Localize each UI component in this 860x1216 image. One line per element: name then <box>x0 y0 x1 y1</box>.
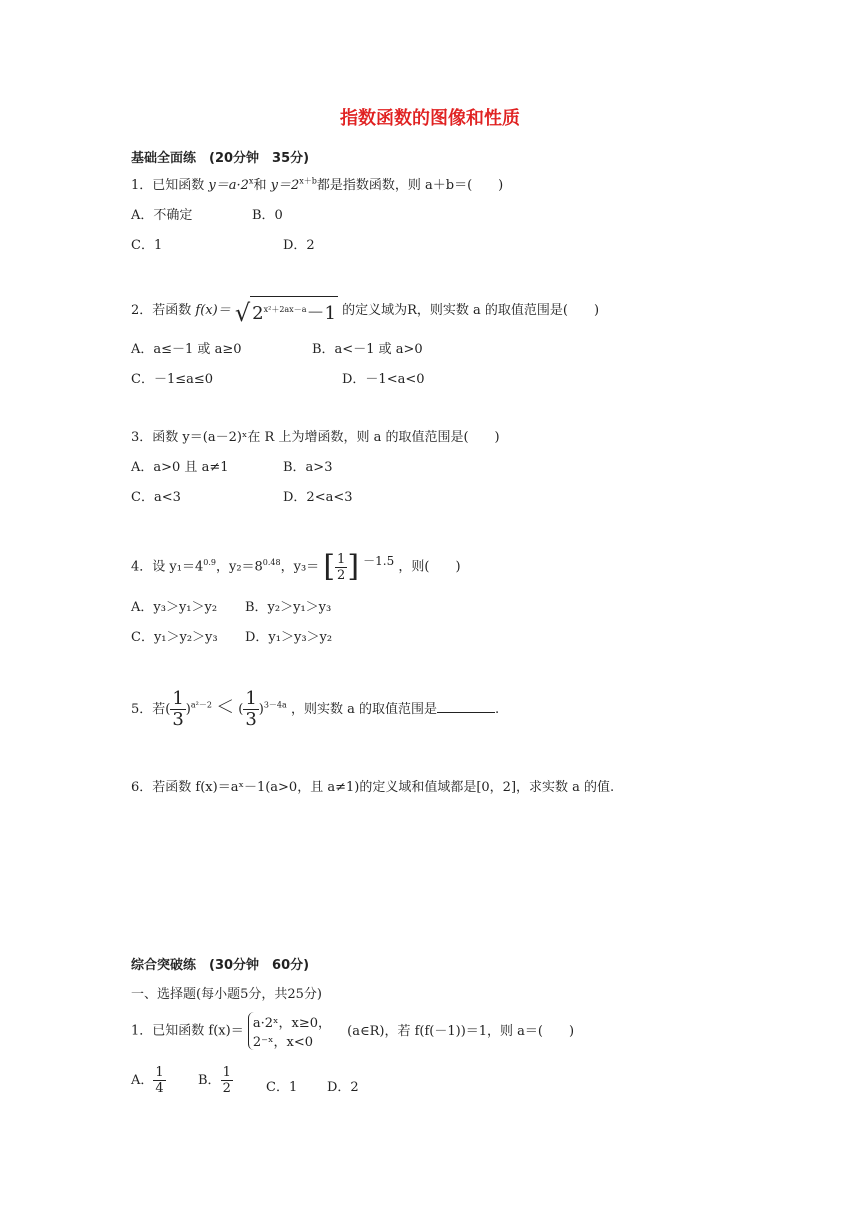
section-advanced-heading: 综合突破练 (30分钟 60分) <box>131 958 310 973</box>
q4-option-c: C．y₁＞y₂＞y₃ <box>131 630 218 645</box>
question-1: 1．已知函数 $y=a\cdot 2^x$和 $y=2^{x+b}$都是指数函数，则 a＋b＝( ) <box>131 176 504 193</box>
q7-option-b: B． $\frac{1}{2}$ <box>198 1065 231 1096</box>
question-6: 6．若函数 f(x)＝aˣ－1(a>0，且 a≠1)的定义域和值域都是[0，2]，求实数 a 的值. <box>131 780 615 795</box>
q4-option-a: A．y₃＞y₁＞y₂ <box>131 600 218 615</box>
q7-option-a: A． $\frac{1}{4}$ <box>131 1065 164 1096</box>
q3-option-a: A．a>0 且 a≠1 <box>131 460 229 475</box>
question-3: 3．函数 y＝(a－2)ˣ在 R 上为增函数，则 a 的取值范围是( ) <box>131 430 500 445</box>
question-4: 4．设 $y_1=4^{0.9}$，$y_2=8^{0.48}$，y₃＝ [ $\frac{1}{2}$ ] $^{-1.5}$ ，则( ) <box>131 549 461 584</box>
q1-option-b: B．0 <box>252 208 283 223</box>
half-fraction: $\frac{1}{2}$ <box>337 551 346 583</box>
square-root-expression: √ $2^{x^2+2ax-a}-1$ <box>235 296 338 325</box>
page-title: 指数函数的图像和性质 <box>340 108 520 129</box>
q2-option-c: C．－1≤a≤0 <box>131 372 214 387</box>
q1-option-a: A．不确定 <box>131 208 193 223</box>
q3-option-b: B．a>3 <box>283 460 333 475</box>
q4-option-d: D．y₁＞y₃＞y₂ <box>245 630 333 645</box>
q7-option-d: D．2 <box>327 1080 359 1095</box>
third-fraction-right: $\frac{1}{3}$ <box>245 688 257 730</box>
q3-option-d: D．2<a<3 <box>283 490 353 505</box>
third-fraction-left: $\frac{1}{3}$ <box>172 688 184 730</box>
question-5: 5．若( $\frac{1}{3}$ )$^{a^2-2}$ ＜ ( $\frac{1}{3}$ )$^{3-4a}$ ，则实数 a 的取值范围是 . <box>131 688 500 730</box>
section-basic-heading: 基础全面练 (20分钟 35分) <box>131 151 310 166</box>
q4-option-b: B．y₂＞y₁＞y₃ <box>245 600 332 615</box>
part-one-heading: 一、选择题(每小题5分，共25分) <box>131 987 322 1002</box>
q2-option-a: A．a≤－1 或 a≥0 <box>131 342 242 357</box>
question-7: 1．已知函数 f(x)＝ a·2ˣ，x≥0， 2⁻ˣ，x<0 (a∈R)，若 f(f(－1))＝1，则 a＝( ) <box>131 1012 574 1050</box>
q2-option-d: D．－1<a<0 <box>342 372 425 387</box>
q2-option-b: B．a<－1 或 a>0 <box>312 342 423 357</box>
q3-option-c: C．a<3 <box>131 490 181 505</box>
q1-option-c: C．1 <box>131 238 163 253</box>
question-2: 2．若函数 f(x)＝ √ $2^{x^2+2ax-a}-1$ 的定义域为R，则实数 a 的取值范围是( ) <box>131 296 599 325</box>
piecewise-function: a·2ˣ，x≥0， 2⁻ˣ，x<0 <box>248 1012 331 1050</box>
q1-option-d: D．2 <box>283 238 315 253</box>
answer-blank[interactable] <box>437 712 495 713</box>
q7-option-c: C．1 <box>266 1080 298 1095</box>
